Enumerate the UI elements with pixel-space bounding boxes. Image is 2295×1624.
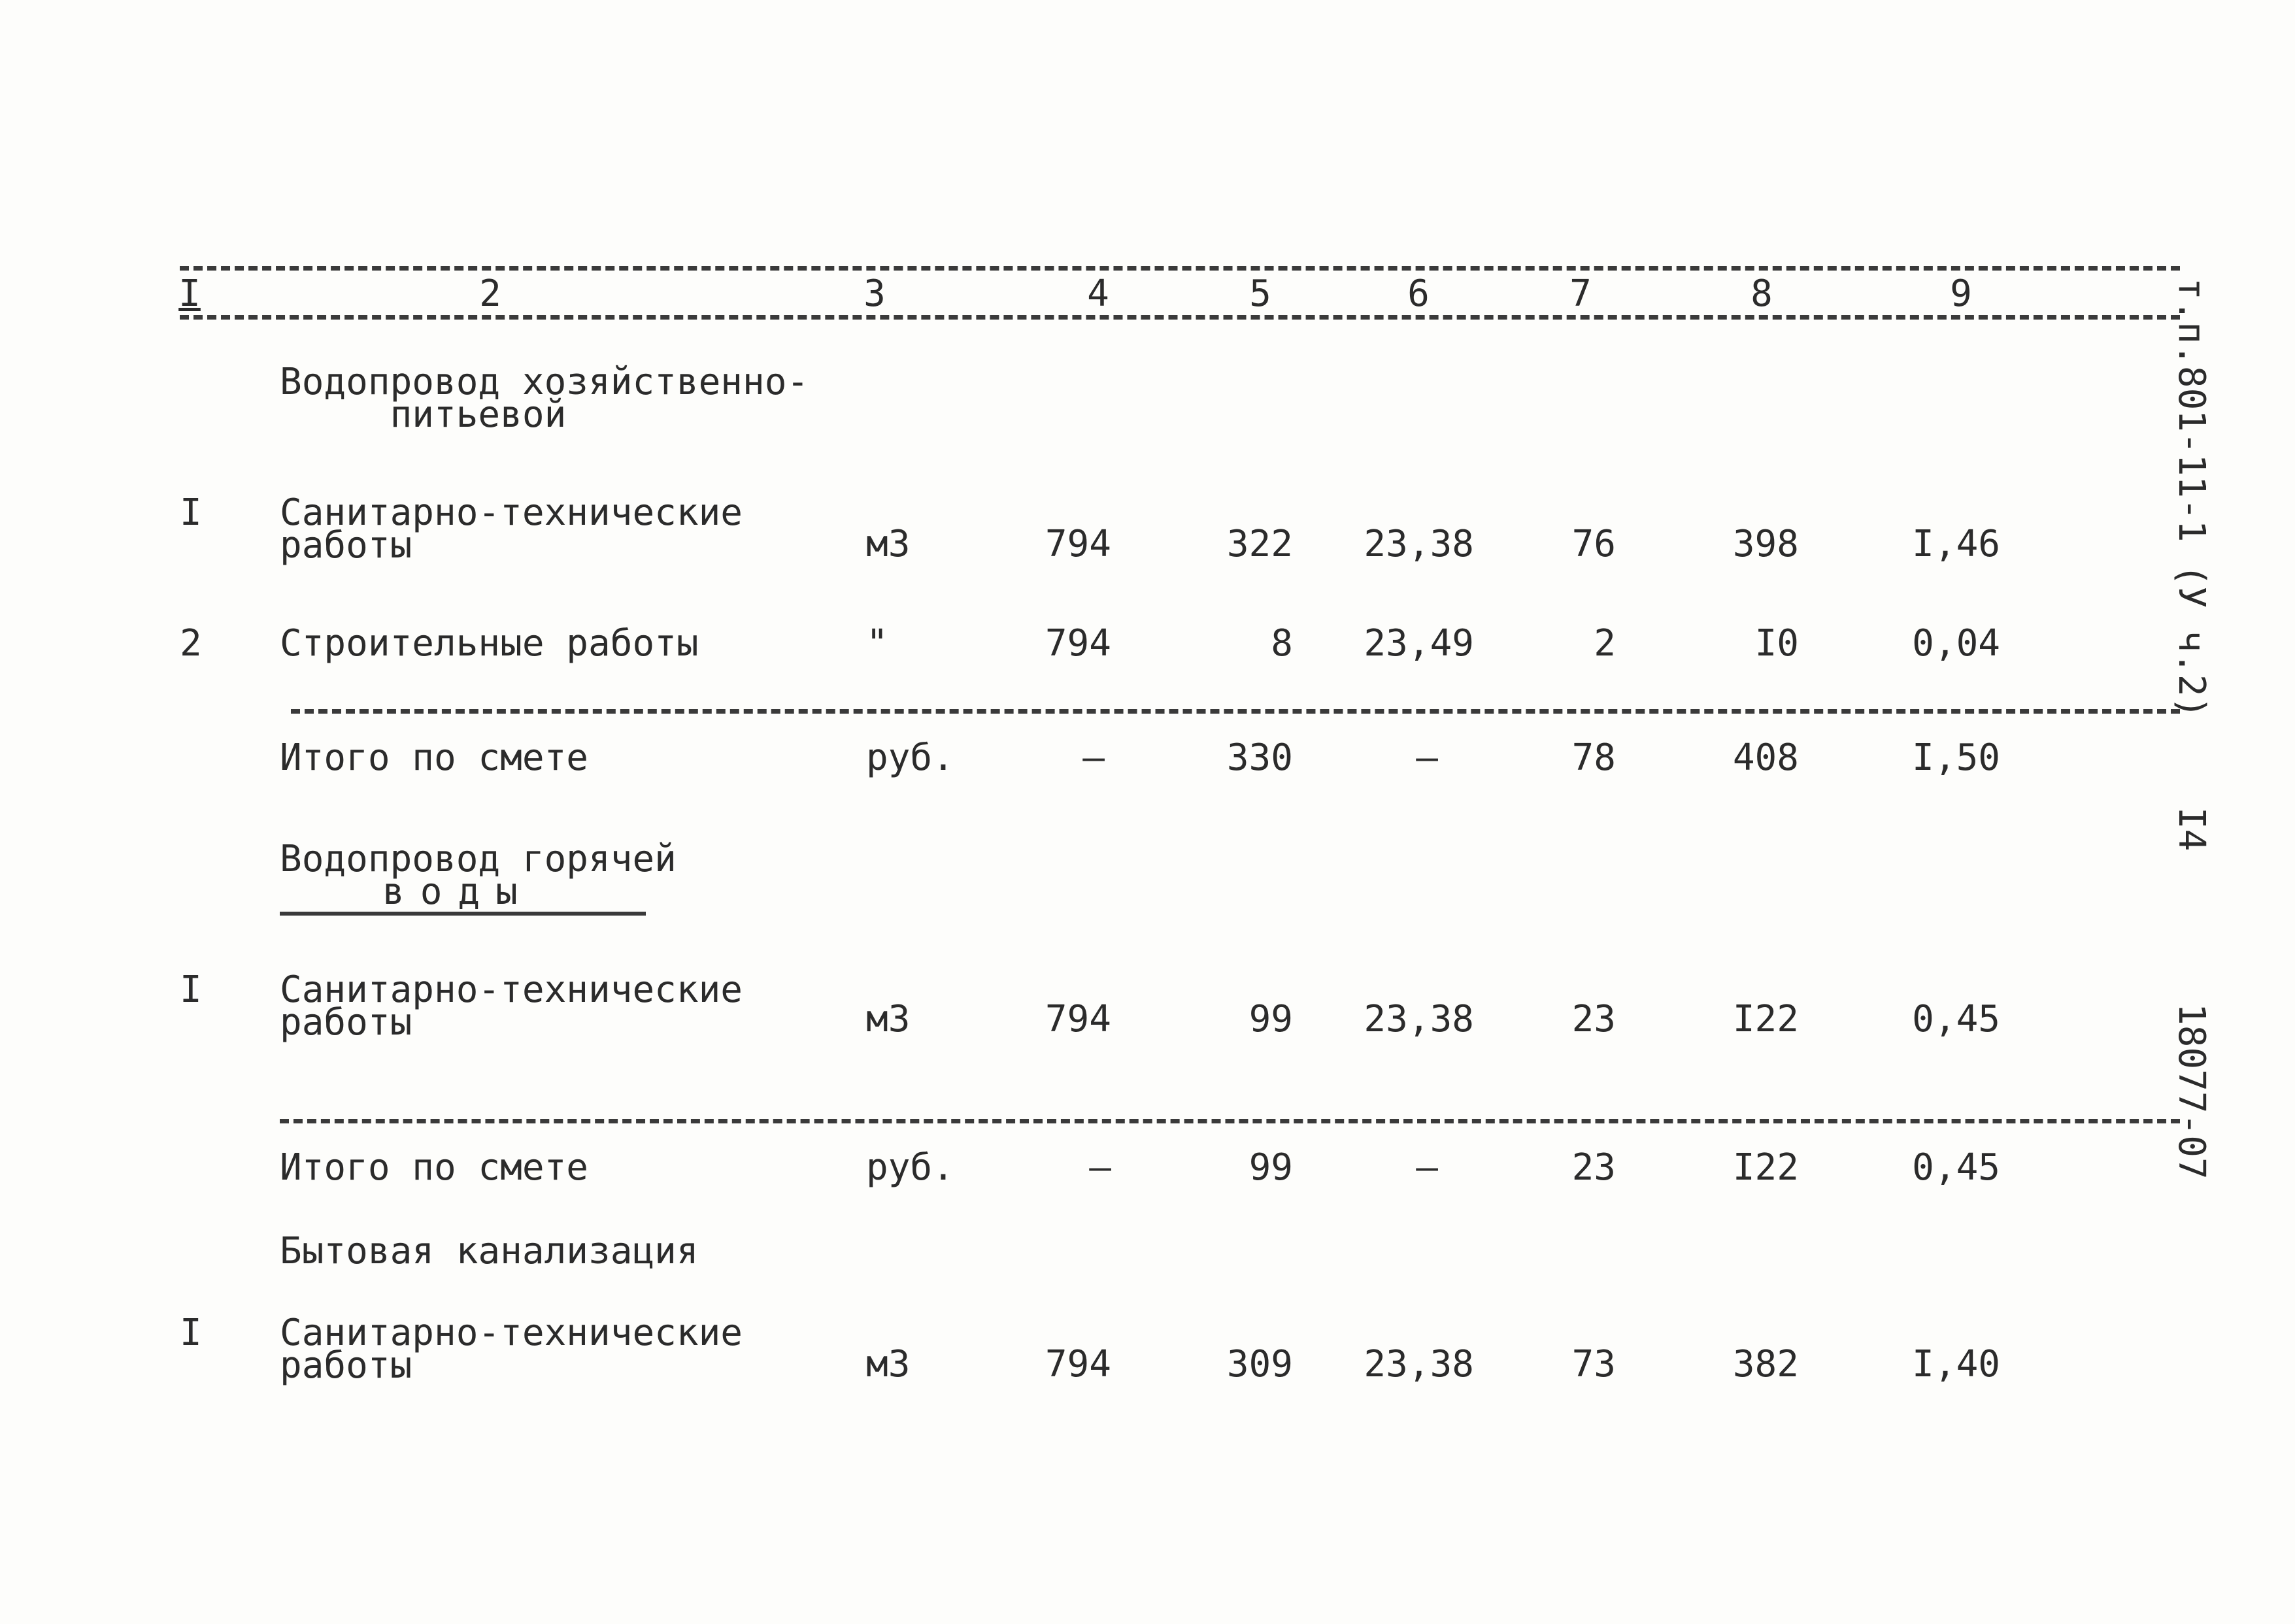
section-title-underline	[280, 912, 646, 916]
row-col8: I22	[1732, 998, 1799, 1040]
subtotal-rule	[280, 1119, 2180, 1123]
row-col4: 794	[1045, 622, 1111, 665]
row-number: 2	[180, 622, 202, 665]
row-unit: м3	[866, 998, 911, 1040]
row-unit: "	[866, 622, 888, 665]
total-col5: 330	[1226, 737, 1293, 779]
total-col7: 78	[1571, 737, 1616, 779]
total-name: Итого по смете	[280, 1146, 589, 1189]
row-name: Санитарно-технические работы	[280, 1312, 743, 1387]
row-number: I	[180, 1312, 202, 1354]
row-col8: 382	[1732, 1343, 1799, 1385]
series-code: т.п.801-11-1 (У ч.2)	[2170, 278, 2213, 719]
row-col5: 99	[1248, 998, 1293, 1040]
row-col9: 0,04	[1912, 622, 2000, 665]
row-col4: 794	[1045, 1343, 1111, 1385]
row-col7: 2	[1594, 622, 1616, 665]
inventory-number: 18077-07	[2170, 1003, 2213, 1180]
total-col7: 23	[1571, 1146, 1616, 1189]
page-number: I4	[2170, 807, 2213, 852]
total-col8: 408	[1732, 737, 1799, 779]
total-col6: –	[1416, 737, 1438, 779]
col-header-5: 5	[1249, 273, 1271, 315]
row-name: Санитарно-технические работы	[280, 969, 743, 1044]
row-col6: 23,38	[1364, 998, 1474, 1040]
col-header-4: 4	[1087, 273, 1109, 315]
row-col6: 23,38	[1364, 1343, 1474, 1385]
total-col5: 99	[1248, 1146, 1293, 1189]
row-col6: 23,38	[1364, 523, 1474, 565]
col-header-1: I	[178, 273, 201, 315]
row-unit: м3	[866, 1343, 911, 1385]
col-header-2: 2	[479, 273, 501, 315]
row-name: Санитарно-технические работы	[280, 491, 743, 567]
section-title: Бытовая канализация	[280, 1230, 699, 1272]
total-name: Итого по смете	[280, 737, 589, 779]
row-col9: I,40	[1912, 1343, 2000, 1385]
header-bottom-rule	[180, 315, 2180, 320]
row-col9: 0,45	[1912, 998, 2000, 1040]
row-col4: 794	[1045, 523, 1111, 565]
section-title: Водопровод горячей	[280, 838, 677, 880]
total-col4: –	[1082, 737, 1105, 779]
section-title: Водопровод хозяйственно- питьевой	[280, 361, 809, 436]
row-number: I	[180, 969, 202, 1011]
row-col7: 73	[1571, 1343, 1616, 1385]
subtotal-rule	[291, 709, 2180, 714]
row-col9: I,46	[1912, 523, 2000, 565]
row-col5: 8	[1271, 622, 1293, 665]
col-header-7: 7	[1569, 273, 1592, 315]
row-col4: 794	[1045, 998, 1111, 1040]
total-unit: руб.	[866, 737, 954, 779]
total-col9: I,50	[1912, 737, 2000, 779]
row-col5: 309	[1226, 1343, 1293, 1385]
total-col6: –	[1416, 1146, 1438, 1189]
row-col8: 398	[1732, 523, 1799, 565]
row-col7: 23	[1571, 998, 1616, 1040]
row-col8: I0	[1754, 622, 1799, 665]
row-name: Строительные работы	[280, 622, 699, 665]
col-header-8: 8	[1751, 273, 1773, 315]
total-col8: I22	[1732, 1146, 1799, 1189]
total-unit: руб.	[866, 1146, 954, 1189]
row-col7: 76	[1571, 523, 1616, 565]
row-unit: м3	[866, 523, 911, 565]
total-col4: –	[1089, 1146, 1111, 1189]
header-top-rule	[180, 266, 2180, 271]
total-col9: 0,45	[1912, 1146, 2000, 1189]
row-col5: 322	[1226, 523, 1293, 565]
col-header-3: 3	[863, 273, 886, 315]
section-title-line2: воды	[382, 870, 533, 913]
col-header-9: 9	[1950, 273, 1972, 315]
row-col6: 23,49	[1364, 622, 1474, 665]
col-header-6: 6	[1407, 273, 1430, 315]
row-number: I	[180, 491, 202, 534]
